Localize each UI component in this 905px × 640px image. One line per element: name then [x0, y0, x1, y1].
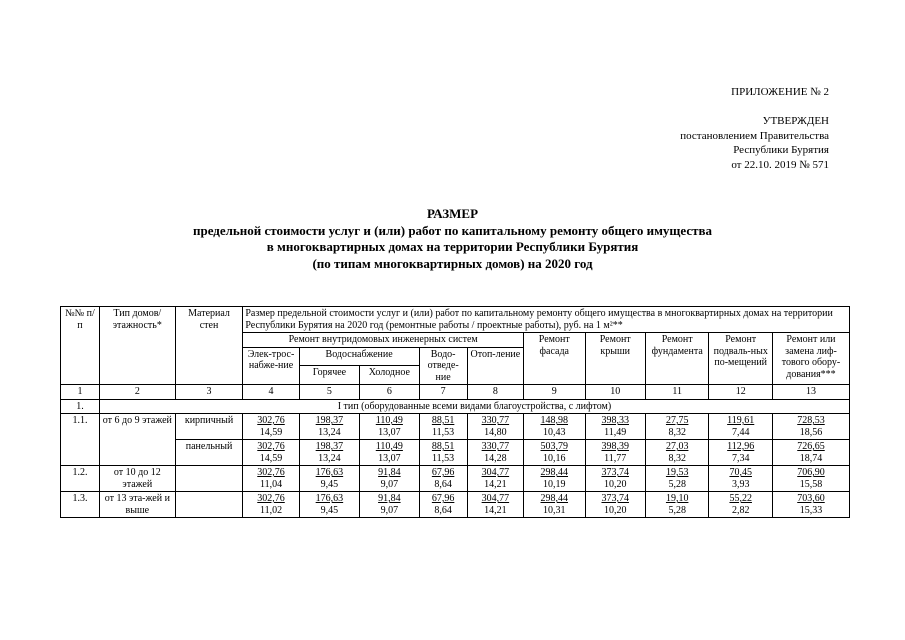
repair-cost: 88,51	[431, 415, 455, 426]
design-cost: 10,19	[543, 478, 566, 490]
header-drain: Водо-отведе-ние	[419, 347, 467, 385]
approval-line: постановлением Правительства	[680, 129, 829, 142]
document-title	[0, 206, 905, 272]
design-cost: 8,32	[668, 452, 686, 464]
cost-cell	[243, 414, 299, 440]
cost-cell	[360, 466, 419, 492]
cost-cell	[524, 492, 585, 518]
design-cost: 5,28	[668, 504, 686, 516]
repair-cost: 503,79	[540, 441, 569, 452]
repair-cost: 373,74	[601, 493, 629, 504]
cost-cell	[524, 440, 585, 466]
header-material: Материал стен	[175, 307, 243, 385]
cost-cell	[772, 414, 849, 440]
table-row	[61, 492, 850, 518]
cost-cell	[360, 440, 419, 466]
design-cost: 11,53	[432, 426, 455, 438]
column-number: 13	[772, 385, 849, 400]
cost-cell	[709, 414, 773, 440]
cost-cell	[419, 492, 467, 518]
repair-cost: 91,84	[378, 493, 401, 504]
repair-cost: 70,45	[729, 467, 752, 478]
cost-cell	[645, 492, 709, 518]
table-row	[61, 466, 850, 492]
design-cost: 13,24	[318, 452, 341, 464]
cost-cell	[645, 414, 709, 440]
header-num: №№ п/п	[61, 307, 100, 385]
design-cost: 11,02	[259, 504, 283, 516]
column-number: 11	[645, 385, 709, 400]
cost-cell	[419, 414, 467, 440]
design-cost: 14,28	[484, 452, 507, 464]
repair-cost: 398,33	[601, 415, 629, 426]
column-number: 3	[175, 385, 243, 400]
row-material: панельный	[175, 440, 243, 466]
cost-cell	[772, 440, 849, 466]
design-cost: 11,49	[604, 426, 627, 438]
design-cost: 14,21	[484, 504, 507, 516]
cost-cell	[524, 466, 585, 492]
cost-cell	[243, 440, 299, 466]
column-number: 4	[243, 385, 299, 400]
repair-cost: 27,75	[665, 415, 689, 426]
repair-cost: 112,96	[727, 441, 755, 452]
column-number: 6	[360, 385, 419, 400]
column-number: 10	[585, 385, 645, 400]
cost-cell	[299, 466, 359, 492]
row-material: кирпичный	[175, 414, 243, 440]
repair-cost: 302,76	[257, 415, 285, 426]
design-cost: 9,07	[380, 478, 399, 490]
header-heat: Отоп-ление	[467, 347, 523, 385]
design-cost: 18,56	[799, 426, 823, 438]
design-cost: 8,64	[434, 478, 452, 490]
cost-cell	[709, 492, 773, 518]
repair-cost: 110,49	[375, 415, 403, 426]
cost-cell	[299, 492, 359, 518]
design-cost: 14,59	[259, 452, 283, 464]
cost-cell	[299, 414, 359, 440]
design-cost: 8,32	[668, 426, 686, 438]
repair-cost: 88,51	[431, 441, 455, 452]
design-cost: 14,21	[484, 478, 507, 490]
section-number: 1.	[61, 399, 100, 414]
design-cost: 15,58	[799, 478, 823, 490]
cost-cell	[360, 492, 419, 518]
design-cost: 10,43	[543, 426, 566, 438]
header-internal-systems: Ремонт внутридомовых инженерных систем	[243, 333, 524, 348]
design-cost: 9,45	[320, 478, 339, 490]
row-type: от 10 до 12 этажей	[99, 466, 175, 492]
repair-cost: 728,53	[797, 415, 825, 426]
cost-cell	[585, 414, 645, 440]
repair-cost: 298,44	[540, 467, 569, 478]
cost-cell	[467, 440, 523, 466]
design-cost: 13,24	[318, 426, 341, 438]
design-cost: 10,20	[603, 478, 627, 490]
design-cost: 13,07	[378, 426, 401, 438]
design-cost: 14,80	[484, 426, 507, 438]
repair-cost: 19,53	[665, 467, 689, 478]
header-hot: Горячее	[299, 366, 359, 385]
column-number: 9	[524, 385, 585, 400]
design-cost: 10,20	[603, 504, 627, 516]
approval-line: УТВЕРЖДЕН	[762, 115, 829, 127]
design-cost: 11,77	[604, 452, 627, 464]
cost-cell	[585, 440, 645, 466]
repair-cost: 91,84	[378, 467, 401, 478]
appendix-label: ПРИЛОЖЕНИЕ № 2	[731, 86, 829, 98]
cost-cell	[419, 466, 467, 492]
approval-block	[680, 114, 829, 172]
cost-cell	[299, 440, 359, 466]
header-water: Водоснабжение	[299, 347, 419, 366]
design-cost: 3,93	[731, 478, 750, 490]
repair-cost: 302,76	[257, 493, 285, 504]
approval-line: Республики Бурятия	[733, 144, 829, 156]
row-type: от 13 эта-жей и выше	[99, 492, 175, 518]
cost-cell	[772, 466, 849, 492]
cost-table	[60, 306, 850, 518]
repair-cost: 119,61	[727, 415, 755, 426]
column-number: 12	[709, 385, 773, 400]
cost-cell	[709, 466, 773, 492]
cost-cell	[243, 466, 299, 492]
row-number: 1.1.	[61, 414, 100, 466]
repair-cost: 304,77	[481, 467, 510, 478]
cost-cell	[585, 492, 645, 518]
row-number: 1.3.	[61, 492, 100, 518]
repair-cost: 110,49	[375, 441, 403, 452]
design-cost: 5,28	[668, 478, 686, 490]
repair-cost: 198,37	[315, 441, 344, 452]
header-roof: Ремонт крыши	[585, 333, 645, 385]
design-cost: 11,53	[432, 452, 455, 464]
repair-cost: 67,96	[431, 493, 455, 504]
cost-cell	[772, 492, 849, 518]
design-cost: 14,59	[259, 426, 283, 438]
repair-cost: 398,39	[601, 441, 629, 452]
repair-cost: 176,63	[315, 467, 344, 478]
design-cost: 18,74	[799, 452, 823, 464]
design-cost: 9,45	[320, 504, 339, 516]
table-row	[61, 440, 850, 466]
cost-cell	[585, 466, 645, 492]
repair-cost: 330,77	[481, 415, 510, 426]
design-cost: 13,07	[378, 452, 401, 464]
header-lift: Ремонт или замена лиф-тового обору-дования***	[772, 333, 849, 385]
title-line: предельной стоимости услуг и (или) работ по капитальному ремонту общего имущества	[192, 222, 713, 238]
cost-cell	[243, 492, 299, 518]
header-foundation: Ремонт фундамента	[645, 333, 709, 385]
row-material	[175, 492, 243, 518]
header-type: Тип домов/ этажность*	[99, 307, 175, 385]
cost-cell	[645, 440, 709, 466]
section-title: I тип (оборудованные всеми видами благоустройства, с лифтом)	[99, 399, 849, 414]
title-line: РАЗМЕР	[426, 206, 479, 221]
cost-cell	[645, 466, 709, 492]
repair-cost: 703,60	[797, 493, 825, 504]
repair-cost: 706,90	[797, 467, 825, 478]
title-line: в многоквартирных домах на территории Республики Бурятия	[266, 239, 639, 254]
repair-cost: 198,37	[315, 415, 344, 426]
design-cost: 8,64	[434, 504, 452, 516]
repair-cost: 148,98	[540, 415, 569, 426]
cost-cell	[467, 466, 523, 492]
column-number-row	[61, 385, 850, 400]
cost-cell	[360, 414, 419, 440]
header-basement: Ремонт подваль-ных по-мещений	[709, 333, 773, 385]
header-cold: Холодное	[360, 366, 419, 385]
cost-cell	[419, 440, 467, 466]
table-row	[61, 414, 850, 440]
design-cost: 2,82	[731, 504, 750, 516]
repair-cost: 302,76	[257, 441, 285, 452]
column-number: 5	[299, 385, 359, 400]
row-number: 1.2.	[61, 466, 100, 492]
design-cost: 9,07	[380, 504, 399, 516]
row-material	[175, 466, 243, 492]
header-size: Размер предельной стоимости услуг и (или) работ по капитальному ремонту общего имущества в многоквартирных домах на территории Республики Бурятия на 2020 год (ремонтные работы / проектные работы), руб. на 1 м²**	[243, 307, 850, 333]
column-number: 8	[467, 385, 523, 400]
repair-cost: 726,65	[797, 441, 825, 452]
column-number: 2	[99, 385, 175, 400]
repair-cost: 304,77	[481, 493, 510, 504]
design-cost: 7,34	[731, 452, 750, 464]
cost-cell	[524, 414, 585, 440]
column-number: 1	[61, 385, 100, 400]
column-number: 7	[419, 385, 467, 400]
repair-cost: 176,63	[315, 493, 344, 504]
header-electro: Элек-трос-набже-ние	[243, 347, 299, 385]
approval-line: от 22.10. 2019 № 571	[731, 158, 829, 171]
design-cost: 15,33	[799, 504, 823, 516]
repair-cost: 19,10	[665, 493, 689, 504]
repair-cost: 27,03	[665, 441, 689, 452]
repair-cost: 298,44	[540, 493, 569, 504]
row-type: от 6 до 9 этажей	[99, 414, 175, 466]
header-facade: Ремонт фасада	[524, 333, 585, 385]
design-cost: 7,44	[731, 426, 750, 438]
repair-cost: 373,74	[601, 467, 629, 478]
repair-cost: 67,96	[431, 467, 455, 478]
cost-cell	[709, 440, 773, 466]
repair-cost: 330,77	[481, 441, 510, 452]
cost-cell	[467, 414, 523, 440]
design-cost: 11,04	[259, 478, 283, 490]
design-cost: 10,16	[543, 452, 566, 464]
repair-cost: 302,76	[257, 467, 285, 478]
repair-cost: 55,22	[729, 493, 752, 504]
cost-cell	[467, 492, 523, 518]
design-cost: 10,31	[543, 504, 566, 516]
title-line: (по типам многоквартирных домов) на 2020 год	[312, 255, 593, 271]
